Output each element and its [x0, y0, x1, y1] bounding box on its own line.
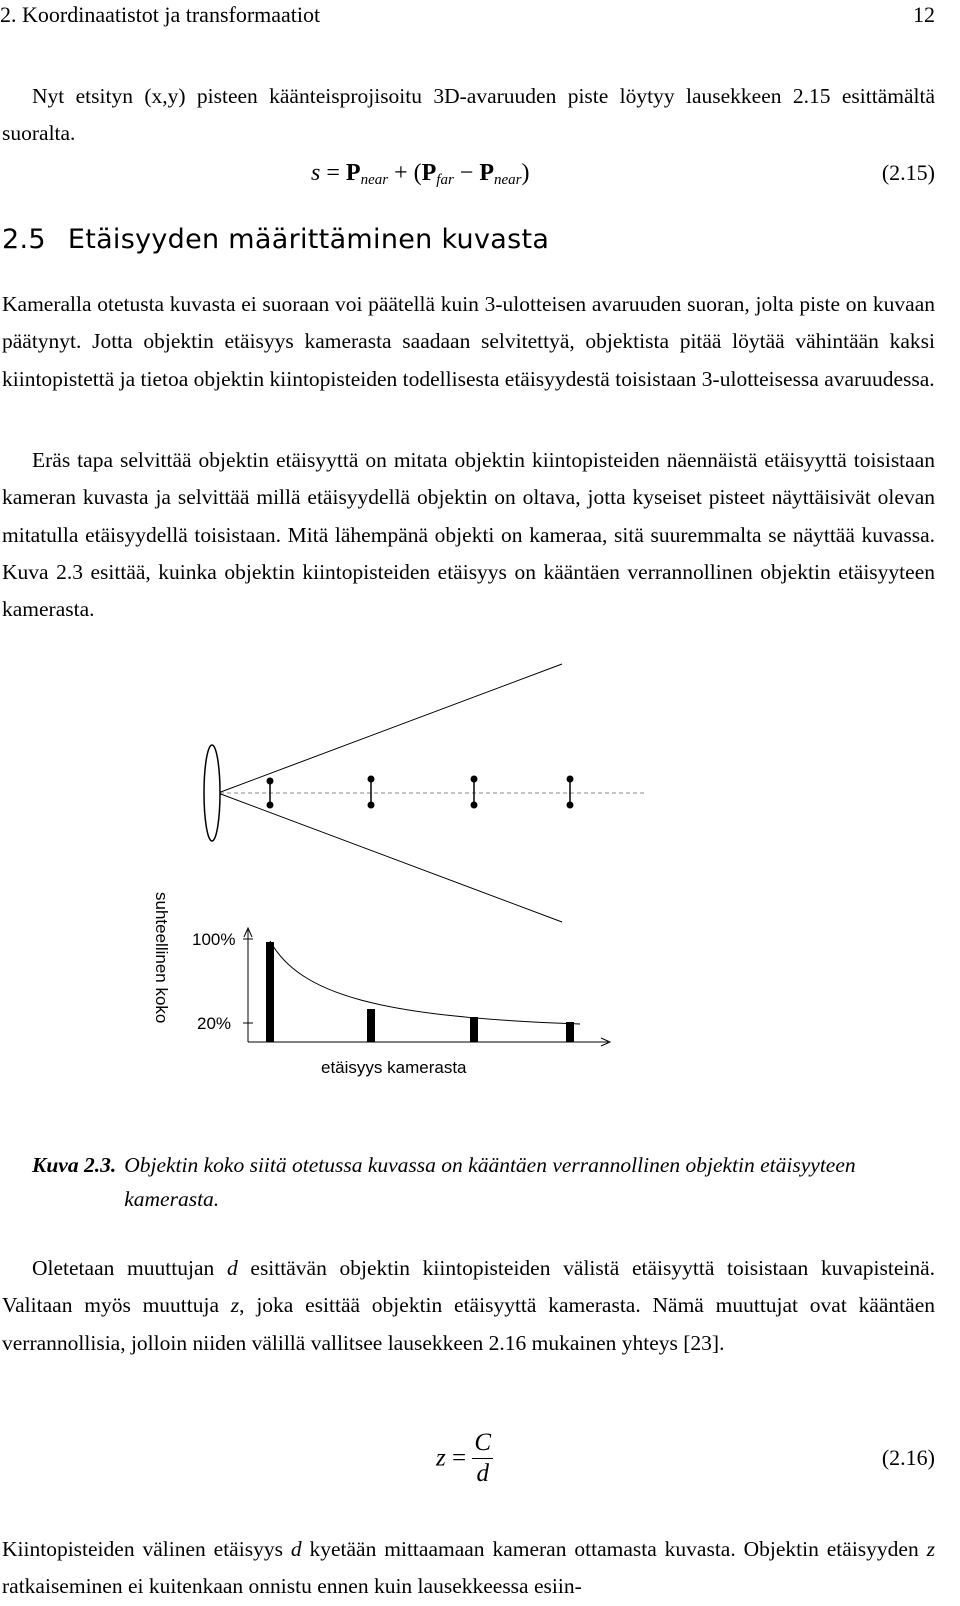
size-bar-2	[470, 1017, 478, 1042]
section-title: Etäisyyden määrittäminen kuvasta	[67, 224, 550, 255]
inverse-curve	[270, 941, 580, 1024]
chapter-title: 2. Koordinaatistot ja transformaatiot	[0, 2, 321, 27]
equation-2-16-number: (2.16)	[881, 1445, 935, 1470]
tick-label-100: 100%	[192, 930, 236, 949]
equation-2-15	[311, 158, 530, 188]
p5-text-2: kyetään mittaamaan kameran ottamasta kuvasta. Objektin etäisyyden	[301, 1537, 927, 1561]
p4-var-z: z	[230, 1293, 240, 1318]
object-3-point-0	[567, 776, 574, 783]
equation-2-15-number: (2.15)	[881, 160, 935, 185]
size-bar-3	[566, 1022, 574, 1042]
section-number: 2.5	[2, 224, 46, 255]
cone-bottom-line	[218, 793, 562, 922]
chart-xlabel: etäisyys kamerasta	[321, 1058, 467, 1077]
object-0-point-0	[267, 778, 274, 785]
eq215-far: far	[436, 172, 454, 188]
eq216-fraction	[472, 1428, 493, 1489]
p4-text-1: Oletetaan muuttujan	[32, 1256, 227, 1280]
eq215-plus: +	[394, 160, 408, 186]
figure-2-3	[140, 660, 660, 1080]
eq216-equals: =	[451, 1444, 467, 1472]
paragraph-1: Nyt etsityn (x,y) pisteen käänteisprojisoitu 3D-avaruuden piste löytyy lausekkeen 2.15 esittämältä suoralta.	[2, 84, 935, 146]
eq216-numerator: C	[472, 1428, 493, 1459]
eq215-p2: P	[421, 160, 437, 186]
objects	[267, 776, 574, 809]
size-bars	[266, 942, 574, 1042]
paragraph-4	[2, 1250, 935, 1362]
caption-text: Objektin koko siitä otetussa kuvassa on kääntäen verrannollinen objektin etäisyyteen kamerasta.	[124, 1153, 856, 1211]
eq215-p3: P	[479, 160, 495, 186]
object-3-point-1	[567, 802, 574, 809]
object-1-point-1	[368, 802, 375, 809]
eq215-near2: near	[494, 172, 522, 188]
equation-2-16	[436, 1428, 493, 1489]
lens-icon	[204, 745, 220, 841]
p5-var-z: z	[926, 1537, 935, 1561]
object-2-point-1	[471, 802, 478, 809]
paragraph-5	[2, 1531, 935, 1606]
eq216-denominator: d	[476, 1460, 489, 1487]
size-bar-0	[266, 942, 274, 1042]
size-chart	[152, 892, 610, 1077]
chart-ylabel: suhteellinen koko	[152, 892, 171, 1024]
p5-var-d: d	[290, 1537, 302, 1561]
p4-text-2: esittävän objektin kiintopisteiden välistä etäisyyttä toisistaan kuvapisteinä. Valitaan myös muuttuja	[2, 1256, 935, 1318]
page-number: 12	[913, 2, 935, 27]
eq215-lparen: (	[413, 160, 422, 186]
paragraph-2: Kameralla otetusta kuvasta ei suoraan voi päätellä kuin 3-ulotteisen avaruuden suoran, jolta piste on kuvaan päätynyt. Jotta objektin etäisyys kamerasta saadaan selvitettyä, objektista pitää löytää vähintään kaksi kiintopistettä ja tietoa objektin kiintopisteiden todellisesta etäisyydestä toisistaan 3-ulotteisessa avaruudessa.	[2, 292, 935, 391]
projection-diagram	[204, 664, 645, 922]
eq215-lhs: s	[311, 160, 321, 186]
p5-text-1: Kiintopisteiden välinen etäisyys	[2, 1537, 291, 1561]
eq215-equals: =	[326, 160, 340, 186]
section-heading	[2, 224, 549, 256]
object-0-point-1	[267, 802, 274, 809]
cone-top-line	[218, 664, 562, 793]
paragraph-3: Eräs tapa selvittää objektin etäisyyttä on mitata objektin kiintopisteiden näennäistä etäisyyttä toisistaan kameran kuvasta ja selvittää millä etäisyydellä objektin on oltava, jotta kyseiset pisteet näyttäisivät olevan mitatulla etäisyydellä toisistaan. Mitä lähempänä objekti on kameraa, sitä suuremmalta se näyttää kuvassa. Kuva 2.3 esittää, kuinka objektin kiintopisteiden etäisyys on kääntäen verrannollinen objektin etäisyyteen kamerasta.	[2, 448, 935, 622]
eq215-rparen: )	[521, 160, 530, 186]
object-1-point-0	[368, 776, 375, 783]
eq216-lhs: z	[436, 1444, 446, 1472]
size-bar-1	[367, 1009, 375, 1042]
object-2-point-0	[471, 776, 478, 783]
caption-label: Kuva 2.3.	[32, 1153, 117, 1177]
eq215-near1: near	[360, 172, 389, 188]
tick-label-20: 20%	[197, 1014, 232, 1033]
p4-var-d: d	[226, 1256, 238, 1280]
eq215-minus: −	[459, 160, 474, 186]
p4-text-3: , joka esittää objektin etäisyyttä kamerasta. Nämä muuttujat ovat kääntäen verrannollisia, jolloin niiden välillä vallitsee lausekkeen 2.16 mukainen yhteys [23].	[2, 1293, 935, 1355]
eq215-p1: P	[345, 160, 361, 186]
figure-caption	[32, 1148, 937, 1216]
running-header	[0, 2, 935, 28]
p5-text-3: ratkaiseminen ei kuitenkaan onnistu ennen kuin lausekkeessa esiin-	[2, 1574, 582, 1599]
